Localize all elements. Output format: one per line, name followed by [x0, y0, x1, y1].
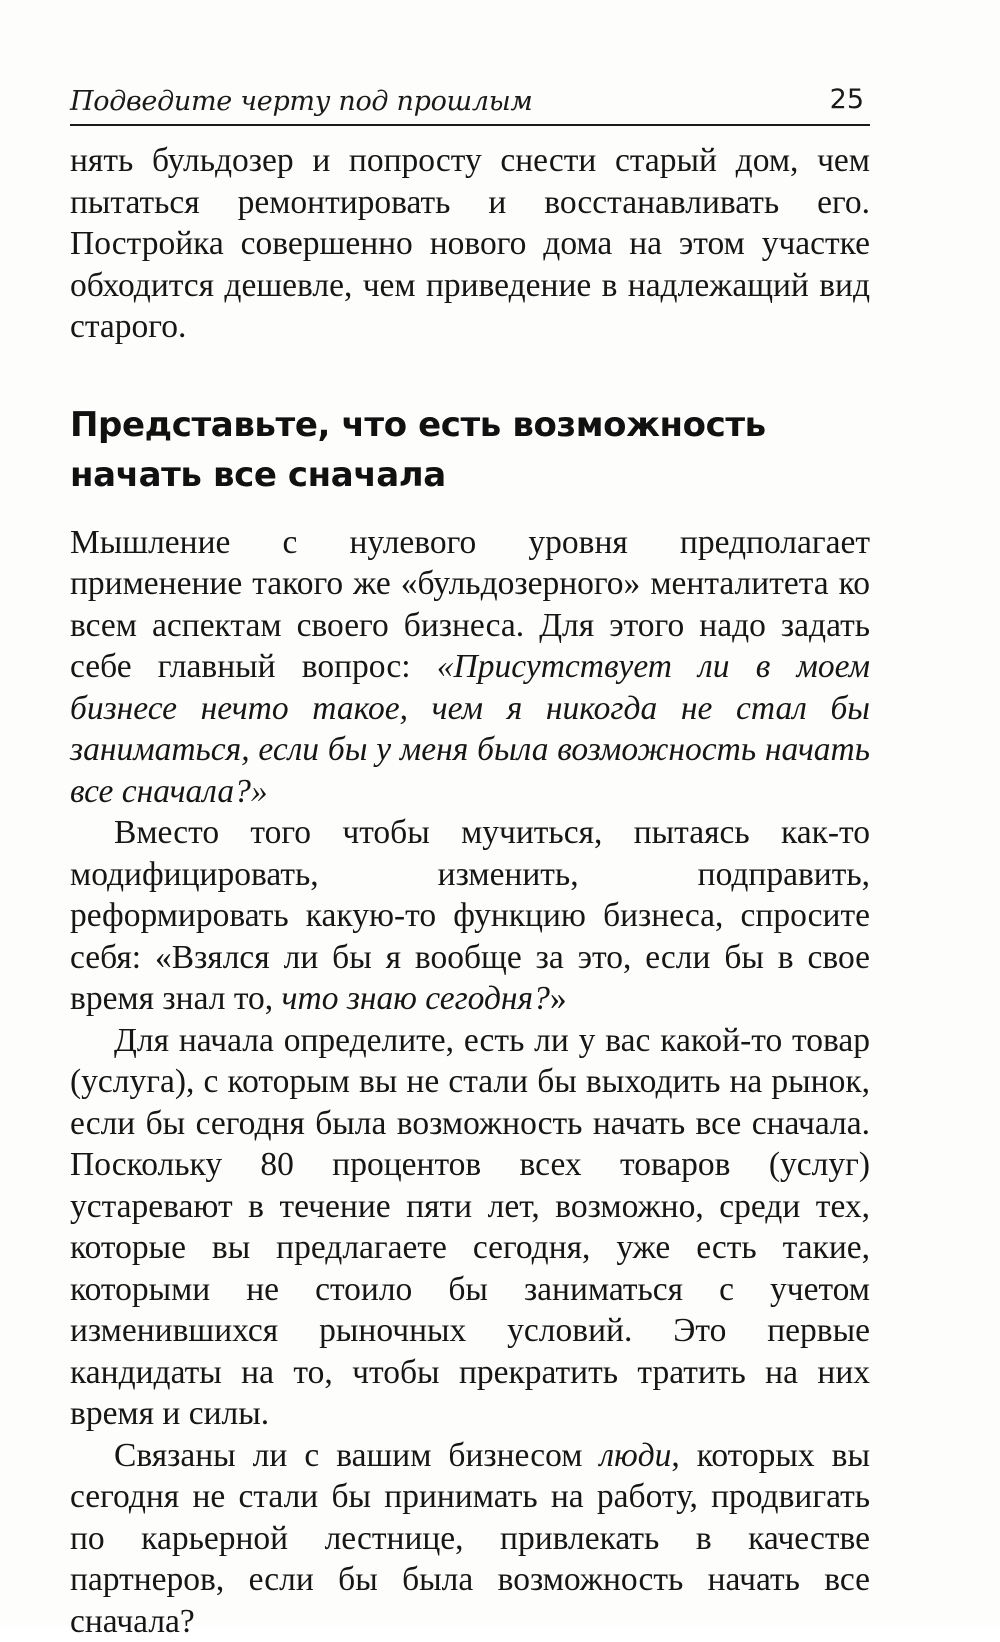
page-content: [70, 140, 870, 1642]
section-heading: Представьте, что есть возможность начать все сначала: [70, 400, 870, 500]
paragraph-2-text: Вместо того чтобы мучиться, пытаясь как-то модифицировать, изменить, подправить, реформировать какую-то функцию бизнеса, спросите себя: «Взялся ли бы я вообще за это, если бы в свое время знал то,: [70, 814, 870, 1017]
paragraph-1: [70, 522, 870, 813]
paragraph-continuation: нять бульдозер и попросту снести старый дом, чем пытаться ремонтировать и восстанавливать его. Постройка совершенно нового дома на этом участке обходится дешевле, чем приведение в надлежащий вид старого.: [70, 140, 870, 348]
paragraph-4-start: Связаны ли с вашим бизнесом: [114, 1437, 599, 1474]
paragraph-3: Для начала определите, есть ли у вас какой-то товар (услуга), с которым вы не стали бы выходить на рынок, если бы сегодня была возможность начать все сначала. Поскольку 80 процентов всех товаров (услуг) устаревают в течение пяти лет, возможно, среди тех, которые вы предлагаете сегодня, уже есть такие, которыми не стоило бы заниматься с учетом изменившихся рыночных условий. Это первые кандидаты на то, чтобы прекратить тратить на них время и силы.: [70, 1020, 870, 1435]
paragraph-1-italic-question: «Присутствует ли в моем бизнесе нечто такое, чем я никогда не стал бы заниматься, если бы у меня была возможность начать все сначала?»: [70, 648, 870, 810]
running-title: Подведите черту под прошлым: [70, 86, 533, 117]
running-header: [70, 80, 870, 126]
page-number: 25: [830, 84, 864, 115]
paragraph-2-end: »: [550, 980, 567, 1017]
paragraph-4: [70, 1435, 870, 1642]
paragraph-2-italic: что знаю сегодня?: [282, 980, 550, 1017]
paragraph-4-rest: , которых вы сегодня не стали бы принимать на работу, продвигать по карьерной лестнице, привлекать в качестве партнеров, если бы была возможность начать все сначала?: [70, 1437, 870, 1640]
paragraph-4-italic: люди: [599, 1437, 671, 1474]
paragraph-1-text: Мышление с нулевого уровня предполагает применение такого же «бульдозерного» менталитета ко всем аспектам своего бизнеса. Для этого надо задать себе главный вопрос:: [70, 524, 870, 686]
paragraph-2: [70, 812, 870, 1020]
